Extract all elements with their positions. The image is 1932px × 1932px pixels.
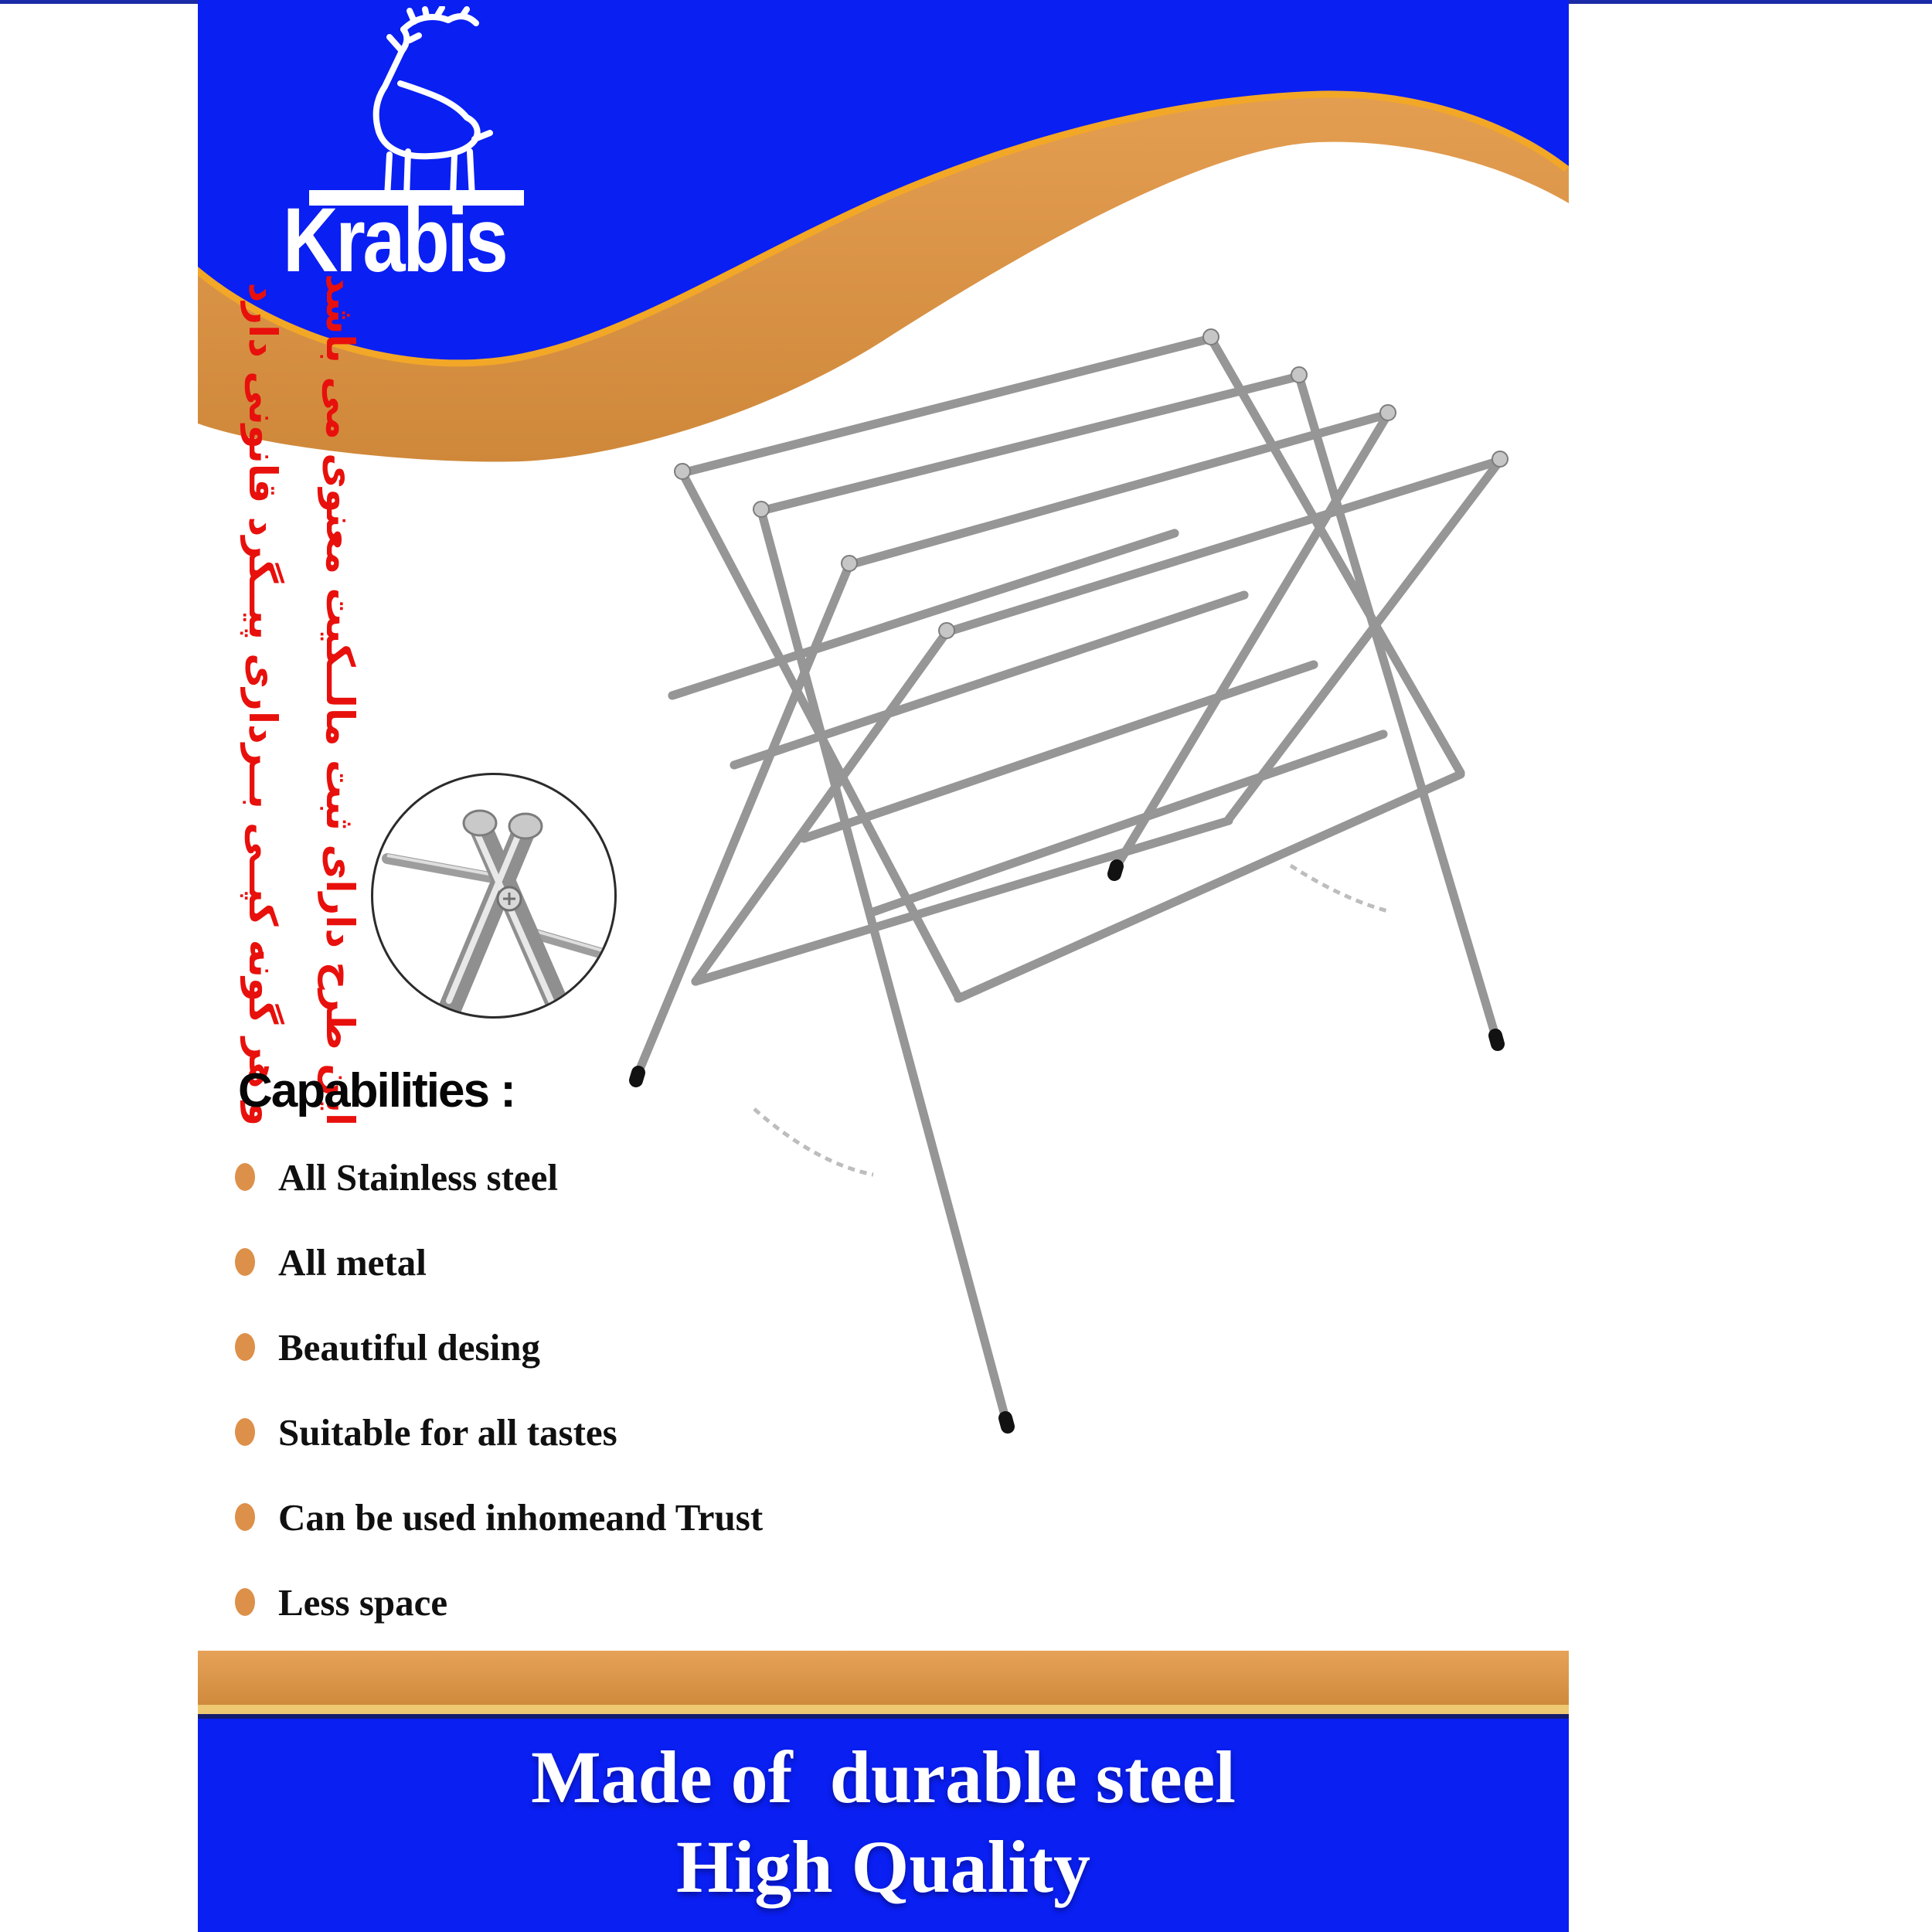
- safety-chain-right: [1291, 866, 1391, 912]
- capability-item: All Stainless steel: [235, 1134, 763, 1219]
- bottom-orange-band: [198, 1651, 1569, 1705]
- safety-chain-left: [754, 1109, 873, 1175]
- joint-closeup-image: [373, 775, 614, 1016]
- bullet-icon: [235, 1248, 255, 1276]
- persian-notice-line1: این طرح دارای ثبت مالــکیت معنوی می باشد: [318, 274, 362, 1126]
- joint-closeup-inset: [371, 773, 617, 1019]
- screw-icon: [498, 887, 521, 910]
- capabilities-list: [235, 1134, 763, 1645]
- bullet-icon: [235, 1588, 255, 1616]
- footer-line2: High Quality: [675, 1825, 1091, 1908]
- persian-copyright-notice: [224, 274, 379, 1126]
- capability-item: Less space: [235, 1560, 763, 1645]
- bullet-icon: [235, 1333, 255, 1361]
- footer-line1: Made of durable steel: [531, 1736, 1236, 1818]
- capabilities-heading: Capabilities :: [238, 1064, 515, 1117]
- capability-item: Can be used inhomeand Trust: [235, 1475, 763, 1560]
- capability-item: Suitable for all tastes: [235, 1389, 763, 1475]
- deer-icon: [338, 6, 504, 201]
- bottom-gold-strip: [198, 1705, 1569, 1714]
- bullet-icon: [235, 1418, 255, 1446]
- capability-item: All metal: [235, 1219, 763, 1304]
- tube-end-caps: [675, 329, 1508, 638]
- capability-item: Beautiful desing: [235, 1304, 763, 1389]
- footer-banner: [198, 1719, 1569, 1932]
- brand-name: Krabis: [283, 189, 506, 291]
- bullet-icon: [235, 1163, 255, 1191]
- persian-notice-line2: و هر گونه کپــی بــرداری پیــگرد قانونی دارد: [240, 282, 285, 1126]
- bullet-icon: [235, 1503, 255, 1531]
